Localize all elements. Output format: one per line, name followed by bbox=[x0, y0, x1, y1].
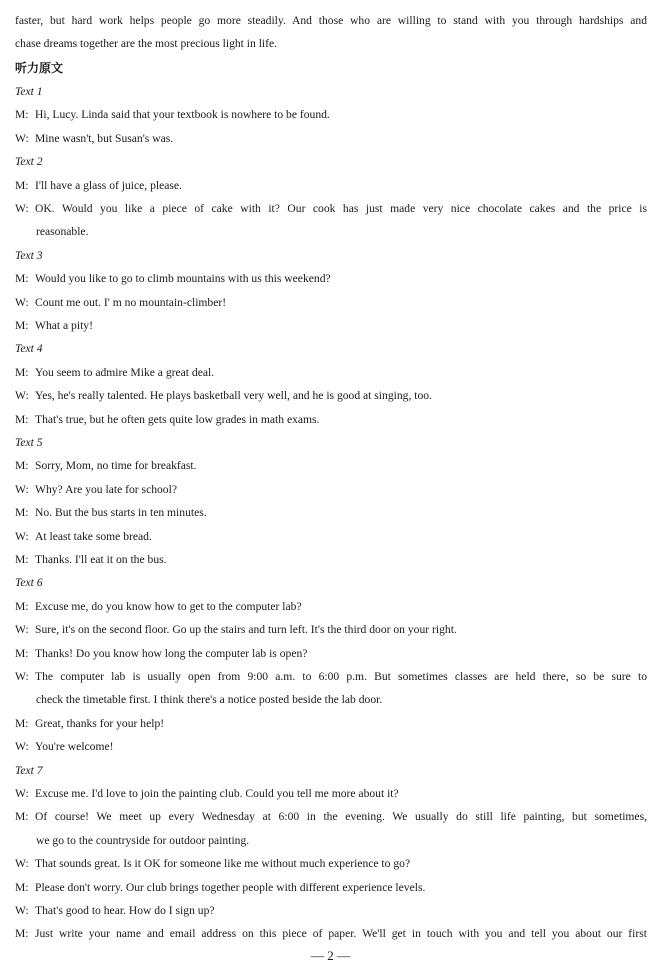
dialogue-line bbox=[15, 131, 647, 147]
dialogue-text: You're welcome! bbox=[35, 740, 114, 754]
dialogue-line bbox=[15, 599, 647, 615]
dialogue-text: Great, thanks for your help! bbox=[35, 716, 165, 730]
text-label: Text 7 bbox=[15, 763, 43, 777]
speaker-label: W: bbox=[15, 529, 29, 543]
dialogue-text: Thanks. I'll eat it on the bus. bbox=[35, 553, 167, 566]
dialogue-text: You seem to admire Mike a great deal. bbox=[35, 365, 215, 379]
speaker-label: W: bbox=[15, 740, 29, 754]
dialogue-text: The computer lab is usually open from 9:00 a.m. to 6:00 p.m. But sometimes classes are held there, so be sure to bbox=[35, 670, 647, 683]
speaker-label: M: bbox=[15, 319, 29, 332]
text-label: Text 6 bbox=[15, 576, 43, 590]
speaker-label: M: bbox=[15, 880, 29, 894]
dialogue-text: Sorry, Mom, no time for breakfast. bbox=[35, 459, 197, 473]
dialogue-continuation: we go to the countryside for outdoor painting. bbox=[36, 833, 250, 847]
dialogue-text: No. But the bus starts in ten minutes. bbox=[35, 506, 207, 520]
dialogue-text: Just write your name and email address on this piece of paper. We'll get in touch with you and tell you about our first bbox=[35, 927, 647, 941]
dialogue-line bbox=[15, 505, 647, 521]
dialogue-line bbox=[15, 365, 647, 381]
dialogue-line bbox=[15, 646, 647, 662]
dialogue-line bbox=[15, 552, 647, 568]
speaker-label: W: bbox=[15, 131, 29, 145]
speaker-label: M: bbox=[15, 365, 29, 379]
dialogue-text: I'll have a glass of juice, please. bbox=[35, 178, 182, 192]
speaker-label: W: bbox=[15, 482, 29, 496]
dialogue-text: Excuse me, do you know how to get to the computer lab? bbox=[35, 599, 302, 613]
dialogue-text: That's true, but he often gets quite low grades in math exams. bbox=[35, 412, 320, 426]
dialogue-line bbox=[15, 529, 647, 545]
speaker-label: W: bbox=[15, 787, 29, 800]
speaker-label: M: bbox=[15, 553, 29, 566]
dialogue-line bbox=[15, 716, 647, 732]
speaker-label: W: bbox=[15, 202, 29, 215]
speaker-label: M: bbox=[15, 506, 29, 520]
dialogue-line bbox=[15, 412, 647, 428]
dialogue-line bbox=[15, 739, 647, 755]
dialogue-line bbox=[15, 295, 647, 311]
speaker-label: M: bbox=[15, 459, 29, 473]
dialogue-line bbox=[15, 271, 647, 287]
dialogue-text: Thanks! Do you know how long the computer lab is open? bbox=[35, 646, 308, 660]
dialogue-text: What a pity! bbox=[35, 319, 93, 332]
speaker-label: M: bbox=[15, 108, 29, 122]
dialogue-line bbox=[15, 903, 647, 919]
dialogue-line bbox=[15, 786, 647, 802]
speaker-label: W: bbox=[15, 389, 29, 403]
dialogue-line bbox=[15, 856, 647, 872]
text-label: Text 5 bbox=[15, 436, 43, 449]
speaker-label: W: bbox=[15, 295, 29, 309]
speaker-label: M: bbox=[15, 810, 29, 824]
dialogue-line bbox=[15, 809, 647, 825]
dialogue-text: Hi, Lucy. Linda said that your textbook is nowhere to be found. bbox=[35, 108, 330, 122]
dialogue-text: At least take some bread. bbox=[35, 529, 152, 543]
dialogue-text: Count me out. I' m no mountain-climber! bbox=[35, 295, 227, 309]
text-label: Text 2 bbox=[15, 155, 43, 169]
dialogue-line bbox=[15, 318, 647, 334]
speaker-label: M: bbox=[15, 646, 29, 660]
dialogue-continuation: reasonable. bbox=[36, 225, 89, 239]
speaker-label: M: bbox=[15, 927, 29, 941]
dialogue-text: Of course! We meet up every Wednesday at 6:00 in the evening. We usually do still life painting, but sometimes, bbox=[35, 810, 647, 824]
dialogue-line bbox=[15, 178, 647, 194]
dialogue-text: Would you like to go to climb mountains with us this weekend? bbox=[35, 272, 331, 286]
dialogue-text: That sounds great. Is it OK for someone like me without much experience to go? bbox=[35, 857, 411, 871]
speaker-label: W: bbox=[15, 623, 29, 637]
text-label: Text 4 bbox=[15, 342, 43, 356]
dialogue-text: Why? Are you late for school? bbox=[35, 482, 177, 496]
text-label: Text 1 bbox=[15, 85, 43, 98]
speaker-label: W: bbox=[15, 904, 29, 917]
speaker-label: M: bbox=[15, 412, 29, 426]
speaker-label: M: bbox=[15, 716, 29, 730]
dialogue-text: That's good to hear. How do I sign up? bbox=[35, 904, 215, 917]
dialogue-line bbox=[15, 388, 647, 404]
speaker-label: M: bbox=[15, 178, 29, 192]
dialogue-line bbox=[15, 458, 647, 474]
intro-line-2: chase dreams together are the most precious light in life. bbox=[15, 37, 278, 50]
dialogue-line bbox=[15, 880, 647, 896]
text-label: Text 3 bbox=[15, 248, 43, 262]
section-heading: 听力原文 bbox=[15, 61, 64, 75]
dialogue-line bbox=[15, 107, 647, 123]
speaker-label: M: bbox=[15, 272, 29, 286]
dialogue-line bbox=[15, 482, 647, 498]
dialogue-line bbox=[15, 622, 647, 638]
speaker-label: M: bbox=[15, 599, 29, 613]
dialogue-text: Please don't worry. Our club brings together people with different experience levels. bbox=[35, 880, 426, 894]
dialogue-text: Yes, he's really talented. He plays basketball very well, and he is good at singing, too. bbox=[35, 389, 432, 403]
dialogue-line bbox=[15, 669, 647, 685]
dialogue-text: OK. Would you like a piece of cake with it? Our cook has just made very nice chocolate cakes and the price is bbox=[35, 202, 647, 215]
intro-line-1: faster, but hard work helps people go more steadily. And those who are willing to stand with you through hardships and bbox=[15, 14, 647, 27]
speaker-label: W: bbox=[15, 670, 29, 683]
dialogue-line bbox=[15, 201, 647, 217]
speaker-label: W: bbox=[15, 857, 29, 871]
dialogue-text: Sure, it's on the second floor. Go up the stairs and turn left. It's the third door on your right. bbox=[35, 623, 457, 637]
dialogue-continuation: check the timetable first. I think there's a notice posted beside the lab door. bbox=[36, 693, 383, 707]
dialogue-text: Excuse me. I'd love to join the painting club. Could you tell me more about it? bbox=[35, 787, 399, 800]
page-number: — 2 — bbox=[311, 948, 350, 963]
dialogue-line bbox=[15, 926, 647, 942]
dialogue-text: Mine wasn't, but Susan's was. bbox=[35, 131, 174, 145]
